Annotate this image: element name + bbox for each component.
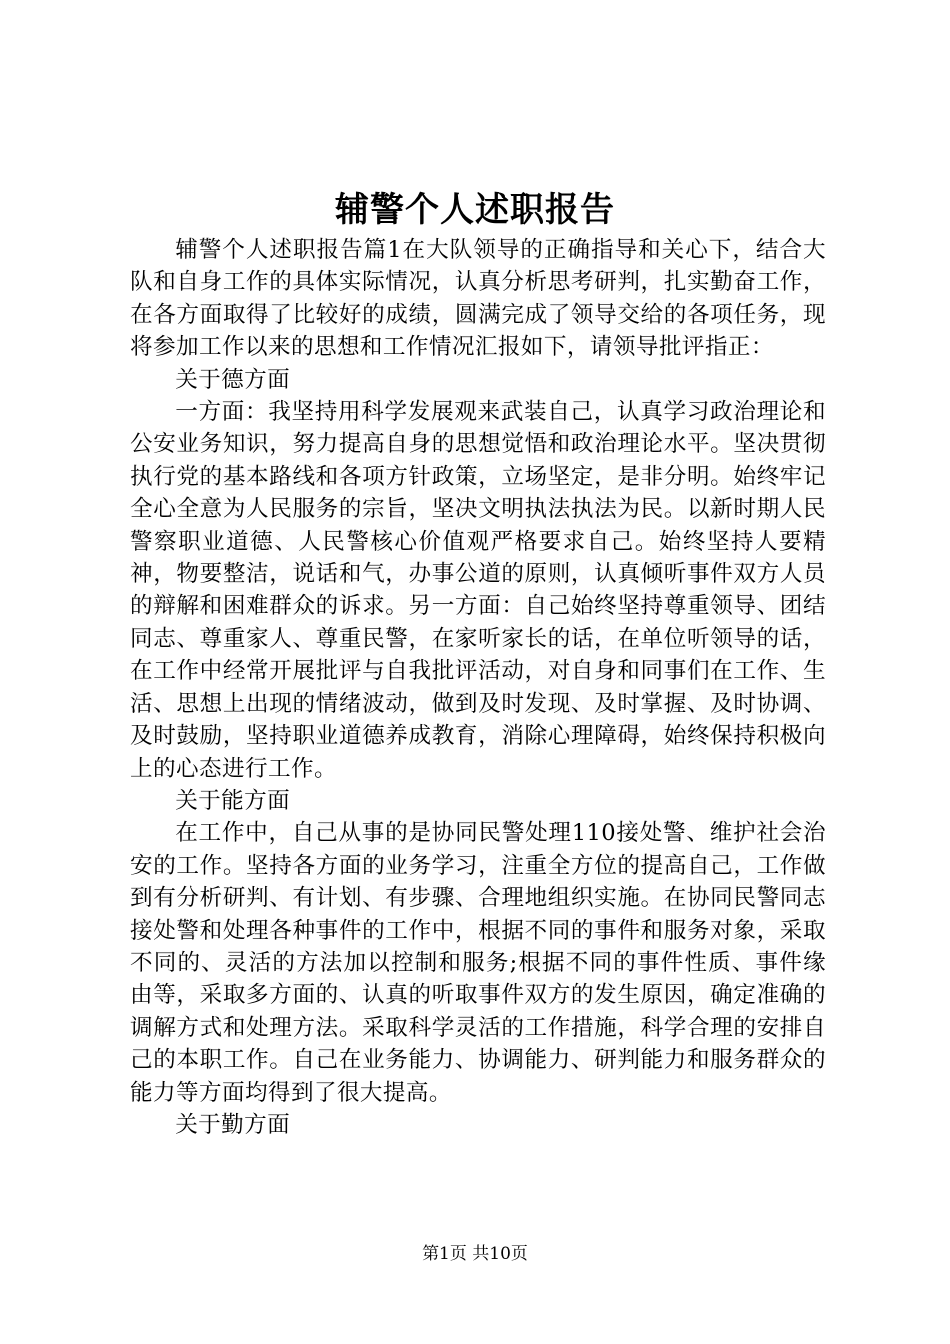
document-title: 辅警个人述职报告 [335, 190, 615, 230]
section-heading-ability: 关于能方面 [175, 787, 291, 814]
paragraph-ability: 在工作中，自己从事的是协同民警处理110接处警、维护社会治安的工作。坚持各方面的业务学习，注重全方位的提高自己，工作做到有分析研判、有计划、有步骤、合理地组织实施。在协同民警同志接处警和处理各种事件的工作中，根据不同的事件和服务对象，采取不同的、灵活的方法加以控制和服务;根据不同的事件性质、事件缘由等，采取多方面的、认真的听取事件双方的发生原因，确定准确的调解方式和处理方法。采取科学灵活的工作措施，科学合理的安排自己的本职工作。自己在业务能力、协调能力、研判能力和服务群众的能力等方面均得到了很大提高。 [130, 820, 826, 1106]
paragraph-morality: 一方面：我坚持用科学发展观来武装自己，认真学习政治理论和公安业务知识，努力提高自身的思想觉悟和政治理论水平。坚决贯彻执行党的基本路线和各项方针政策，立场坚定，是非分明。始终牢记全心全意为人民服务的宗旨，坚决文明执法执法为民。以新时期人民警察职业道德、人民警核心价值观严格要求自己。始终坚持人要精神，物要整洁，说话和气，办事公道的原则，认真倾听事件双方人员的辩解和困难群众的诉求。另一方面：自己始终坚持尊重领导、团结同志、尊重家人、尊重民警，在家听家长的话，在单位听领导的话，在工作中经常开展批评与自我批评活动，对自身和同事们在工作、生活、思想上出现的情绪波动，做到及时发现、及时掌握、及时协调、及时鼓励，坚持职业道德养成教育，消除心理障碍，始终保持积极向上的心态进行工作。 [130, 399, 826, 782]
page-number-footer: 第1页 共10页 [422, 1244, 528, 1264]
paragraph-intro: 辅警个人述职报告篇1在大队领导的正确指导和关心下，结合大队和自身工作的具体实际情况，认真分析思考研判，扎实勤奋工作，在各方面取得了比较好的成绩，圆满完成了领导交给的各项任务，现将参加工作以来的思想和工作情况汇报如下，请领导批评指正： [130, 237, 826, 361]
section-heading-diligence: 关于勤方面 [175, 1111, 291, 1138]
section-heading-morality: 关于德方面 [175, 366, 291, 393]
document-body [130, 234, 826, 1141]
